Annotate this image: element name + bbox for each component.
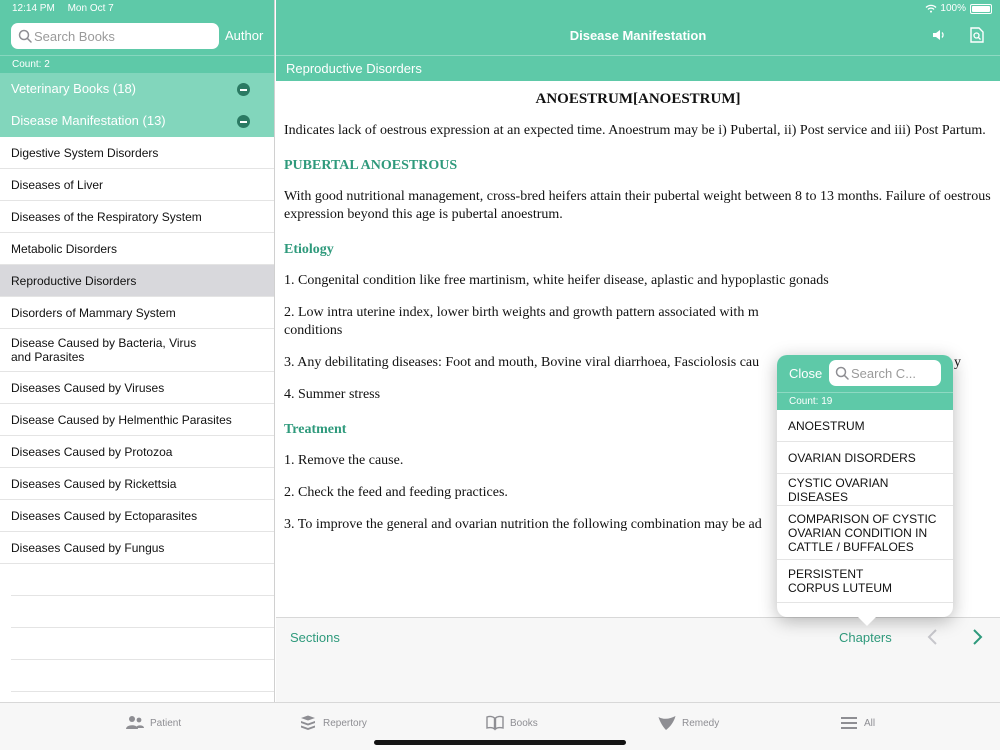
list-item-label: Disease Caused by Helmenthic Parasites	[11, 412, 232, 427]
tab-remedy[interactable]	[658, 713, 719, 733]
tab-label: All	[864, 717, 876, 729]
list-item-label: Metabolic Disorders	[11, 241, 118, 256]
treatment-1: 1. Remove the cause.	[284, 453, 404, 468]
chapters-popover	[777, 355, 953, 617]
sidebar-header	[0, 0, 274, 55]
list-item[interactable]	[0, 436, 275, 468]
popover-arrow	[858, 617, 876, 626]
list-item-label: Diseases Caused by Viruses	[11, 380, 165, 395]
heading-treatment: Treatment	[284, 422, 347, 437]
chapter-list	[0, 137, 275, 692]
list-item[interactable]	[0, 329, 275, 372]
group-disease-manifestation[interactable]	[0, 105, 275, 137]
chevron-left-icon[interactable]	[926, 628, 940, 646]
treatment-3: 3. To improve the general and ovarian nutrition the following combination may be ad	[284, 517, 762, 532]
document-title: ANOESTRUM[ANOESTRUM]	[535, 91, 741, 107]
bottom-toolbar	[276, 617, 1000, 702]
sections-button[interactable]: Sections	[290, 630, 340, 645]
list-item[interactable]	[0, 372, 275, 404]
empty-row	[11, 628, 275, 660]
tab-patient[interactable]	[126, 713, 181, 733]
list-item-label: Reproductive Disorders	[11, 273, 137, 288]
page-title: Disease Manifestation	[569, 28, 707, 43]
etiology-2: 2. Low intra uterine index, lower birth weights and growth pattern associated with m	[284, 305, 759, 320]
list-item-label: Digestive System Disorders	[11, 145, 159, 160]
treatment-2: 2. Check the feed and feeding practices.	[284, 485, 508, 500]
etiology-1: 1. Congenital condition like free martinism, white heifer disease, aplastic and hypoplastic gonads	[284, 273, 829, 288]
battery-icon	[970, 4, 992, 14]
chapter-search-box[interactable]	[829, 360, 941, 386]
search-icon	[835, 366, 849, 380]
search-icon	[18, 29, 32, 43]
patient-icon	[126, 715, 144, 731]
group-label: Veterinary Books (18)	[11, 81, 137, 96]
battery-percent: 100%	[940, 3, 966, 14]
status-bar-right	[925, 3, 992, 14]
pubertal-paragraph: With good nutritional management, cross-bred heifers attain their pubertal weight between 8 to 13 months. Failure of oestrous expression beyond this age is pubertal anoestrum.	[284, 189, 991, 222]
list-item-label: Diseases Caused by Fungus	[11, 540, 165, 555]
etiology-3-text: 3. Any debilitating diseases: Foot and mouth, Bovine viral diarrhoea, Fasciolosis cau	[284, 355, 760, 370]
list-item[interactable]	[0, 233, 275, 265]
main-header	[276, 0, 1000, 55]
list-item-label: Diseases Caused by Protozoa	[11, 444, 173, 459]
author-button[interactable]: Author	[225, 28, 264, 43]
list-item[interactable]	[0, 169, 275, 201]
wifi-icon	[925, 4, 937, 13]
group-veterinary-books[interactable]	[0, 73, 275, 105]
collapse-icon[interactable]	[237, 83, 250, 96]
chapter-item[interactable]: COMPARISON OF CYSTIC OVARIAN CONDITION IN CATTLE / BUFFALOES	[777, 506, 953, 560]
tab-label: Remedy	[682, 717, 720, 729]
tab-books[interactable]	[486, 713, 538, 733]
list-item[interactable]	[0, 468, 275, 500]
list-item[interactable]	[0, 404, 275, 436]
intro-paragraph: Indicates lack of oestrous expression at an expected time. Anoestrum may be i) Pubertal, ii) Post service and iii) Post Partum.	[284, 123, 986, 138]
sidebar	[0, 0, 275, 702]
chapter-item[interactable]: ANOESTRUM	[777, 410, 953, 442]
list-item[interactable]	[0, 137, 275, 169]
list-item-label: Diseases Caused by Rickettsia	[11, 476, 177, 491]
list-item[interactable]	[0, 201, 275, 233]
group-label: Disease Manifestation (13)	[11, 113, 166, 128]
chevron-right-icon[interactable]	[970, 628, 984, 646]
chapters-count: Count: 19	[777, 392, 953, 410]
tab-label: Repertory	[323, 717, 367, 729]
home-indicator	[374, 740, 626, 745]
chapter-item[interactable]: PERSISTENT CORPUS LUTEUM	[777, 560, 953, 603]
search-books-box[interactable]	[11, 23, 219, 49]
chapter-item[interactable]: CYSTIC OVARIAN DISEASES	[777, 474, 953, 506]
books-icon	[486, 715, 504, 731]
empty-row	[11, 596, 275, 628]
tab-label: Books	[510, 717, 538, 729]
tab-all[interactable]	[840, 713, 875, 733]
popover-header	[777, 355, 953, 392]
chapter-item[interactable]: OVARIAN DISORDERS	[777, 442, 953, 474]
collapse-icon[interactable]	[237, 115, 250, 128]
etiology-2-cont: conditions	[284, 323, 343, 338]
list-item-label: Diseases Caused by Ectoparasites	[11, 508, 198, 523]
heading-etiology: Etiology	[284, 242, 334, 257]
tab-label: Patient	[150, 717, 182, 729]
list-item-label: Disease Caused by Bacteria, Virus and Parasites	[11, 336, 197, 364]
document-search-icon[interactable]	[970, 27, 984, 43]
heading-pubertal: PUBERTAL ANOESTROUS	[284, 158, 458, 173]
list-item-label: Diseases of Liver	[11, 177, 104, 192]
all-icon	[840, 715, 858, 731]
list-item-label: Disorders of Mammary System	[11, 305, 176, 320]
close-button[interactable]: Close	[789, 366, 823, 381]
chapters-button[interactable]: Chapters	[839, 630, 892, 645]
status-bar-left	[12, 3, 124, 14]
status-date: Mon Oct 7	[67, 3, 114, 14]
remedy-icon	[658, 715, 676, 731]
status-time: 12:14 PM	[12, 3, 55, 14]
list-item[interactable]	[0, 297, 275, 329]
speaker-icon[interactable]	[932, 28, 946, 42]
empty-row	[11, 564, 275, 596]
repertory-icon	[299, 715, 317, 731]
books-count: Count: 2	[0, 55, 275, 73]
list-item-selected[interactable]	[0, 265, 275, 297]
tab-repertory[interactable]	[299, 713, 367, 733]
list-item[interactable]	[0, 532, 275, 564]
chapter-search-input[interactable]	[851, 363, 937, 383]
section-title: Reproductive Disorders	[276, 55, 1000, 81]
empty-row	[11, 660, 275, 692]
etiology-4: 4. Summer stress	[284, 387, 381, 402]
etiology-3-tail: y	[954, 355, 961, 370]
list-item-label: Diseases of the Respiratory System	[11, 209, 202, 224]
list-item[interactable]	[0, 500, 275, 532]
search-books-input[interactable]	[34, 26, 214, 46]
